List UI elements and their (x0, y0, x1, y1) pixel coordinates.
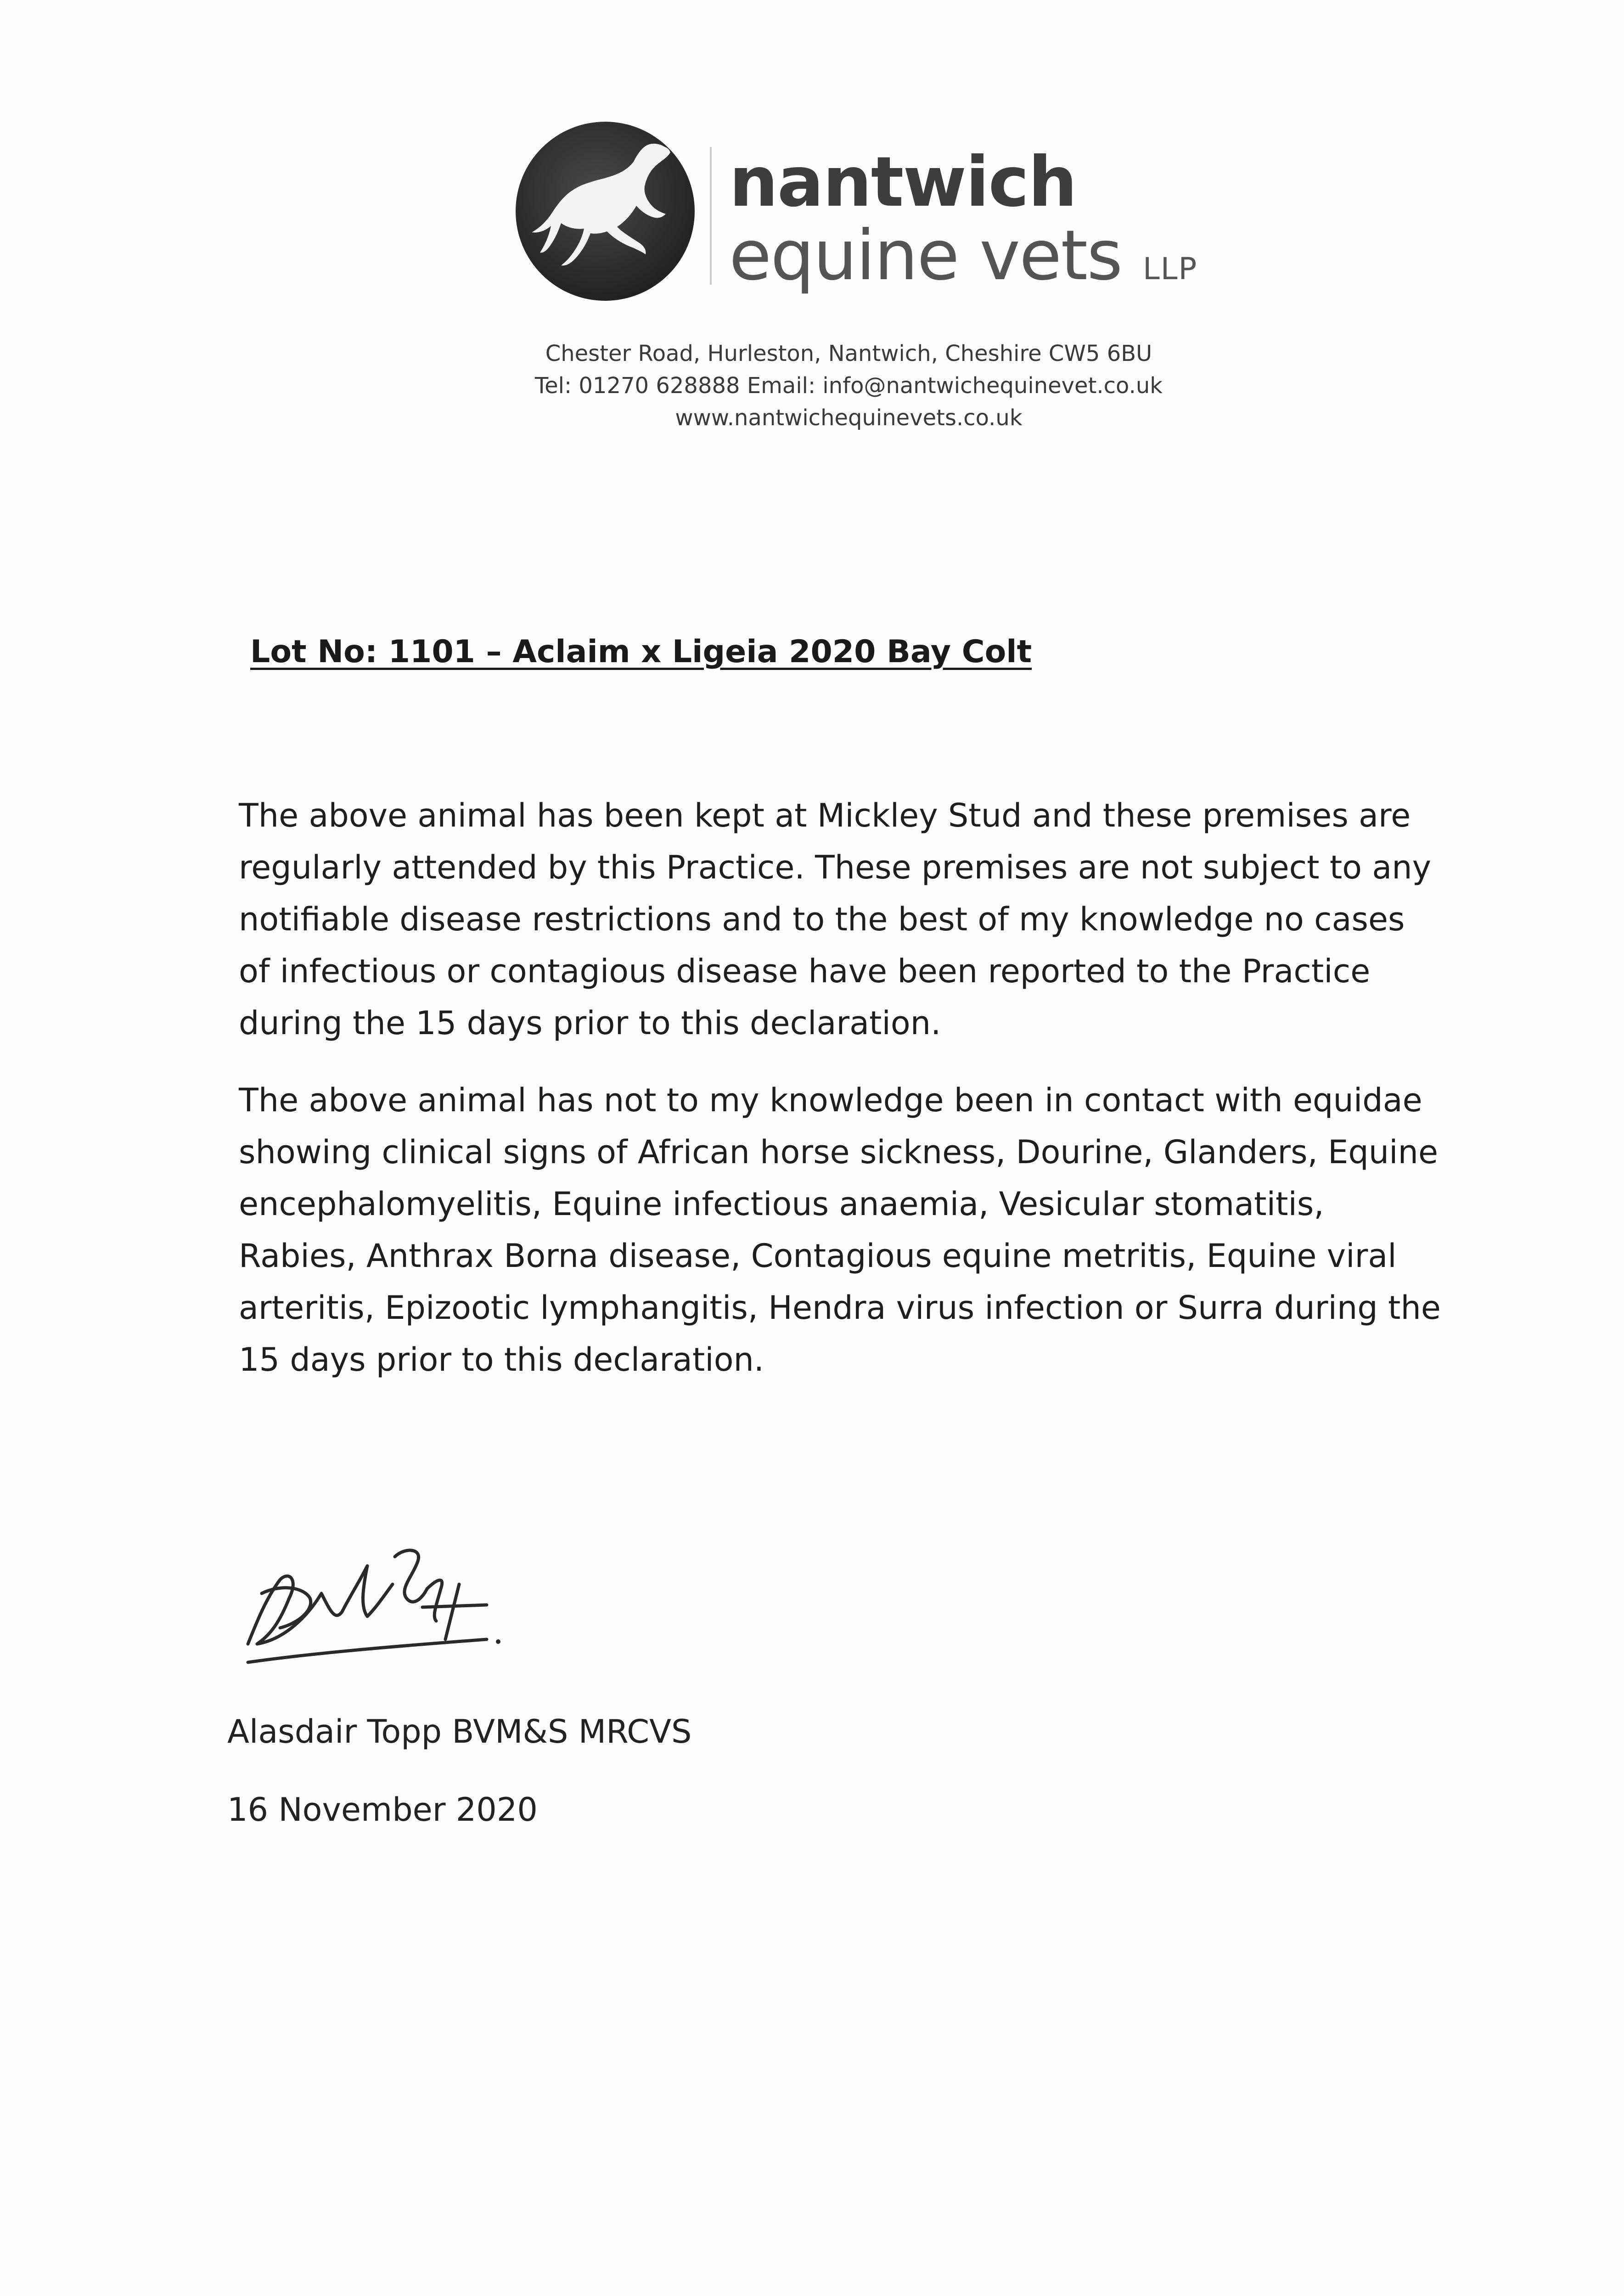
brand-name: nantwich (729, 142, 1077, 222)
website-line: www.nantwichequinevets.co.uk (675, 405, 1023, 431)
signer-name: Alasdair Topp BVM&S MRCVS (227, 1713, 692, 1750)
declaration-paragraph-2: The above animal has not to my knowledge been in contact with equidae showing clinical signs of African horse sickness, Dourine, Glanders, Equine encephalomyelitis, Equine infectious anaemia, Vesicular stomatitis, Rabies, Anthrax Borna disease, Contagious equine metritis, Equine viral arteritis, Epizootic lymphangitis, Hendra virus infection or Surra during the 15 days prior to this declaration. (239, 1081, 1441, 1379)
lot-heading: Lot No: 1101 – Aclaim x Ligeia 2020 Bay Colt (250, 634, 1032, 670)
contact-line: Tel: 01270 628888 Email: info@nantwichequinevet.co.uk (534, 373, 1163, 399)
letterhead-address (0, 338, 1624, 434)
brand-suffix: LLP (1142, 251, 1198, 287)
declaration-paragraph-1: The above animal has been kept at Mickley Stud and these premises are regularly attended by this Practice. These premises are not subject to any notifiable disease restrictions and to the best of my knowledge no cases of infectious or contagious disease have been reported to the Practice during the 15 days prior to this declaration. (239, 797, 1432, 1042)
letterhead-logo (513, 115, 1198, 308)
brand-subtitle-text: equine vets (729, 216, 1122, 296)
address-line: Chester Road, Hurleston, Nantwich, Cheshire CW5 6BU (545, 341, 1152, 366)
brand-subtitle (729, 216, 1197, 296)
handwritten-signature-icon (230, 1529, 551, 1676)
brand-divider (710, 147, 712, 285)
declaration-date: 16 November 2020 (227, 1791, 538, 1829)
jumping-horse-icon (513, 119, 697, 303)
